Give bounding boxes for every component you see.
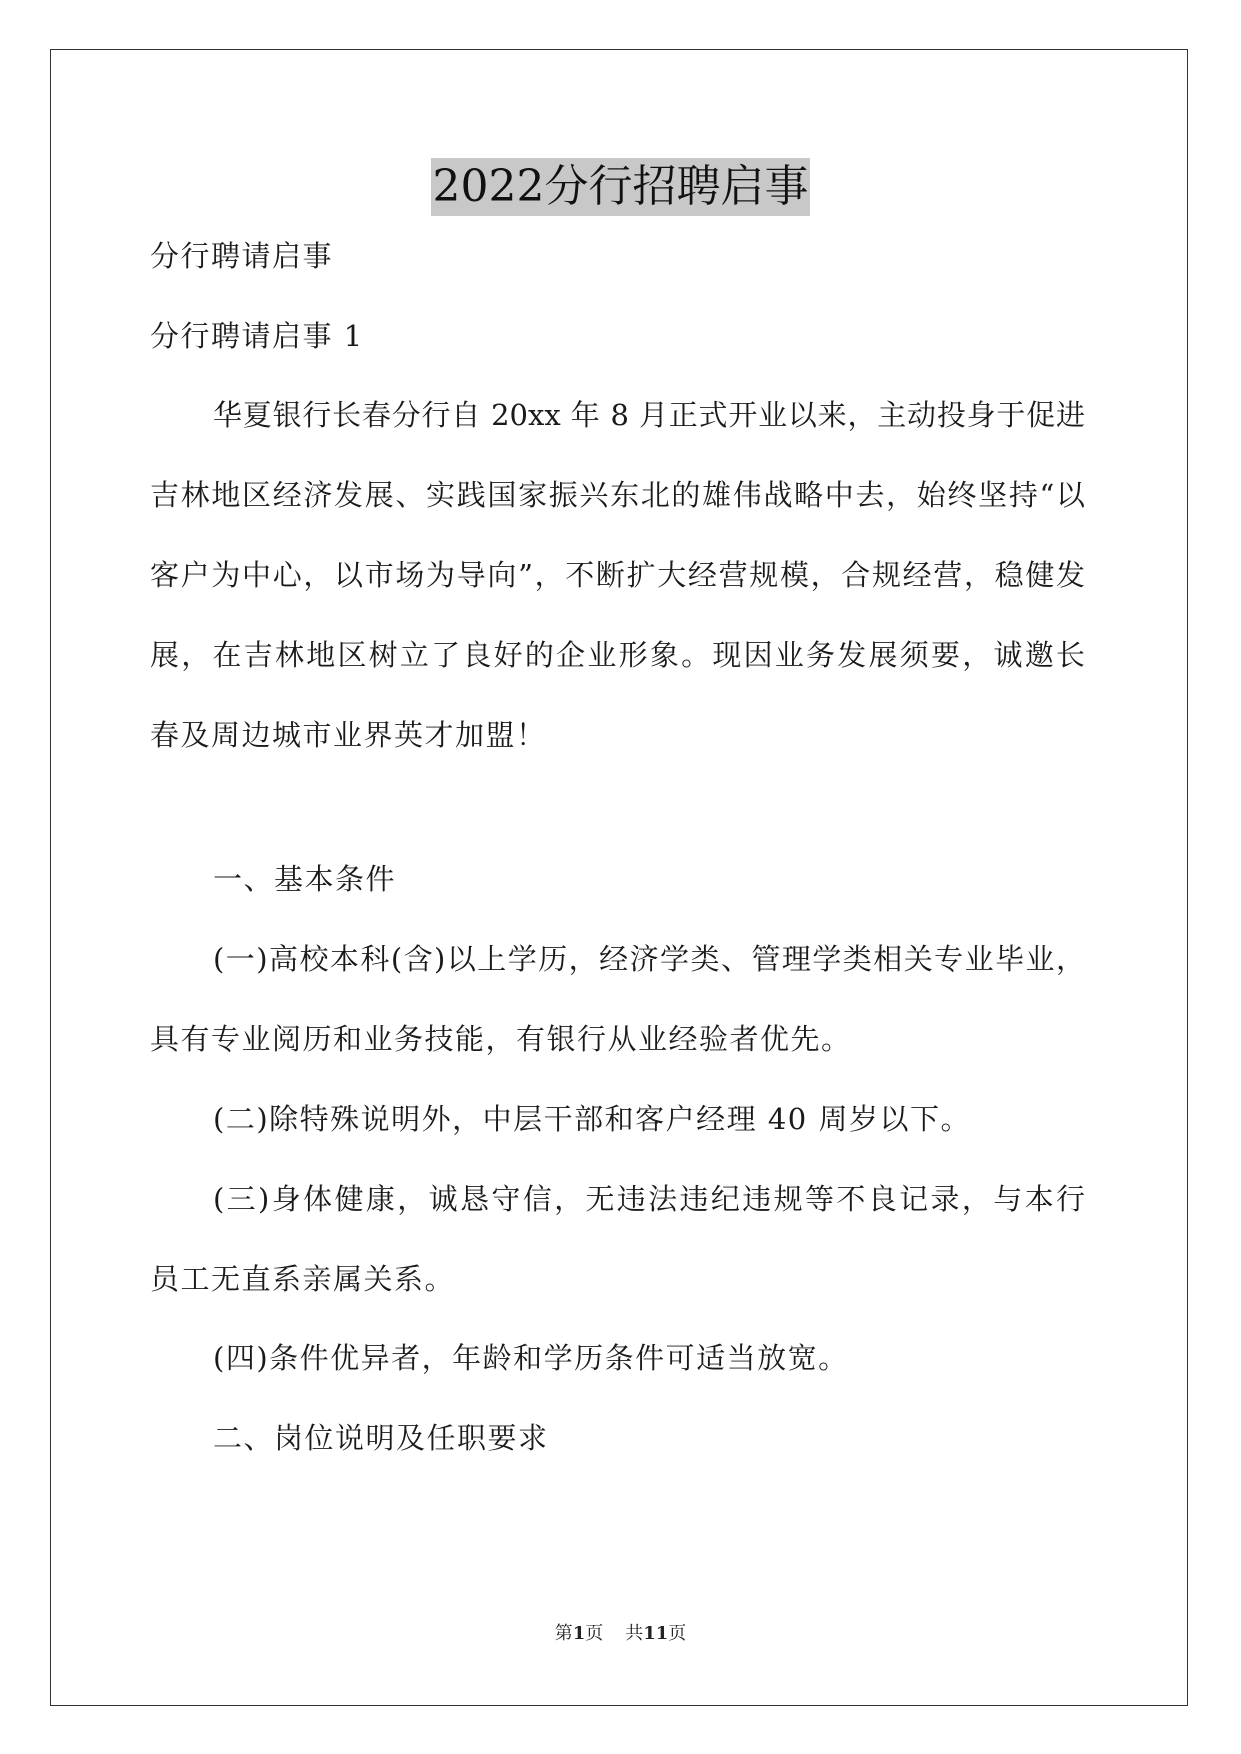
paragraph-line: (二)除特殊说明外，中层干部和客户经理 40 周岁以下。 bbox=[213, 1102, 971, 1136]
section-heading: 一、基本条件 bbox=[213, 862, 397, 896]
paragraph-line: 具有专业阅历和业务技能，有银行从业经验者优先。 bbox=[150, 1022, 852, 1056]
paragraph-line: 吉林地区经济发展、实践国家振兴东北的雄伟战略中去，始终坚持“以 bbox=[150, 478, 1085, 512]
paragraph-line: 员工无直系亲属关系。 bbox=[150, 1262, 456, 1296]
subtitle-line: 分行聘请启事 bbox=[150, 239, 334, 273]
footer-page-prefix: 第 bbox=[554, 1623, 573, 1644]
paragraph-line: 华夏银行长春分行自 20xx 年 8 月正式开业以来，主动投身于促进 bbox=[213, 398, 1085, 432]
footer-total-prefix: 共 bbox=[625, 1623, 644, 1644]
footer-total-pages: 11 bbox=[643, 1623, 669, 1644]
section-heading: 二、岗位说明及任职要求 bbox=[213, 1421, 549, 1455]
paragraph-line: (一)高校本科(含)以上学历，经济学类、管理学类相关专业毕业， bbox=[213, 942, 1085, 976]
footer-page-number: 1 bbox=[572, 1623, 586, 1644]
paragraph-line: 春及周边城市业界英才加盟！ bbox=[150, 718, 547, 752]
paragraph-line: (三)身体健康，诚恳守信，无违法违纪违规等不良记录，与本行 bbox=[213, 1182, 1085, 1216]
footer-total-suffix: 页 bbox=[668, 1623, 687, 1644]
title-wrapper bbox=[0, 158, 1241, 216]
subtitle-line-numbered: 分行聘请启事 1 bbox=[150, 319, 364, 353]
document-title: 2022分行招聘启事 bbox=[431, 158, 811, 216]
paragraph-line: (四)条件优异者，年龄和学历条件可适当放宽。 bbox=[213, 1341, 849, 1375]
paragraph-line: 客户为中心，以市场为导向”，不断扩大经营规模，合规经营，稳健发 bbox=[150, 558, 1085, 592]
paragraph-line: 展，在吉林地区树立了良好的企业形象。现因业务发展须要，诚邀长 bbox=[150, 638, 1085, 672]
footer-page-suffix: 页 bbox=[585, 1623, 604, 1644]
page-footer bbox=[0, 1622, 1241, 1646]
